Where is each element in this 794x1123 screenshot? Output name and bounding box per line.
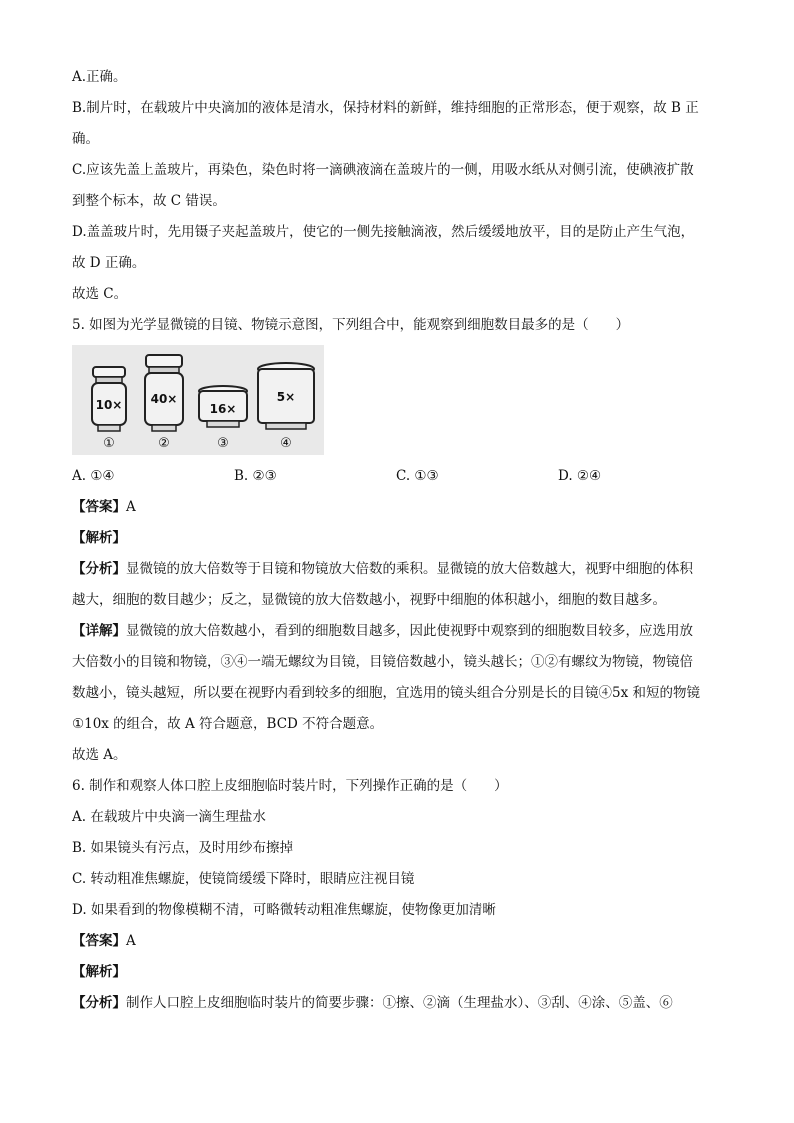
option-a: A. ①④ xyxy=(72,468,115,484)
xiangjie-text: 显微镜的放大倍数越小，看到的细胞数目越多，因此使视野中观察到的细胞数目较多，应选用放 xyxy=(126,623,693,639)
q5-xiangjie-1 xyxy=(72,616,732,647)
lens-3-number: ③ xyxy=(217,436,229,451)
option-d: D. ②④ xyxy=(558,468,602,484)
fenxi-tag: 【分析】 xyxy=(72,995,126,1011)
question-5: 5. 如图为光学显微镜的目镜、物镜示意图，下列组合中，能观察到细胞数目最多的是（ ） xyxy=(72,317,630,333)
text-line: D.盖盖玻片时，先用镊子夹起盖玻片，使它的一侧先接触滴液，然后缓缓地放平，目的是防止产生气泡， xyxy=(72,224,695,240)
q5-conclusion: 故选 A。 xyxy=(72,747,127,763)
text-line: A.正确。 xyxy=(72,69,127,85)
q5-answer xyxy=(72,492,732,523)
q5-xiangjie-3: 数越小，镜头越短，所以要在视野内看到较多的细胞，宜选用的镜头组合分别是长的目镜④5x 和短的物镜 xyxy=(72,685,700,701)
text-line: 故选 C。 xyxy=(72,286,128,302)
lens-4 xyxy=(258,363,314,451)
lens-3 xyxy=(199,386,247,451)
lens-1-number: ① xyxy=(103,436,115,451)
fenxi-text: 制作人口腔上皮细胞临时装片的简要步骤：①擦、②滴（生理盐水）、③刮、④涂、⑤盖、⑥ xyxy=(126,995,673,1011)
text-line: 到整个标本，故 C 错误。 xyxy=(72,193,226,209)
text-line: B.制片时，在载玻片中央滴加的液体是清水，保持材料的新鲜，维持细胞的正常形态，便于观察，故 B 正 xyxy=(72,100,699,116)
question-6: 6. 制作和观察人体口腔上皮细胞临时装片时，下列操作正确的是（ ） xyxy=(72,778,508,794)
analysis-tag: 【解析】 xyxy=(72,530,126,546)
q6-option-b: B. 如果镜头有污点，及时用纱布擦掉 xyxy=(72,840,294,856)
answer-tag: 【答案】 xyxy=(72,933,126,949)
answer-value: A xyxy=(126,499,136,515)
q6-analysis-tag xyxy=(72,957,732,988)
lens-diagram xyxy=(72,345,324,455)
q5-analysis-tag xyxy=(72,523,732,554)
q5-xiangjie-2: 大倍数小的目镜和物镜，③④一端无螺纹为目镜，目镜倍数越小，镜头越长；①②有螺纹为物镜，物镜倍 xyxy=(72,654,693,670)
answer-tag: 【答案】 xyxy=(72,499,126,515)
q5-options xyxy=(72,461,732,492)
q6-fenxi xyxy=(72,988,732,1019)
q6-option-d: D. 如果看到的物像模糊不清，可略微转动粗准焦螺旋，使物像更加清晰 xyxy=(72,902,496,918)
lens-2-label: 40× xyxy=(150,392,178,406)
q5-xiangjie-4: ①10x 的组合，故 A 符合题意，BCD 不符合题意。 xyxy=(72,716,384,732)
lens-1-label: 10× xyxy=(95,398,123,412)
xiangjie-tag: 【详解】 xyxy=(72,623,126,639)
lens-1 xyxy=(92,367,126,451)
q6-option-a: A. 在载玻片中央滴一滴生理盐水 xyxy=(72,809,266,825)
option-c: C. ①③ xyxy=(396,468,439,484)
lens-4-label: 5× xyxy=(276,390,296,404)
q6-option-c: C. 转动粗准焦螺旋，使镜筒缓缓下降时，眼睛应注视目镜 xyxy=(72,871,415,887)
text-line: 确。 xyxy=(72,131,99,147)
document-page xyxy=(72,62,732,1019)
option-b: B. ②③ xyxy=(234,468,277,484)
q5-fenxi-1 xyxy=(72,554,732,585)
lens-3-label: 16× xyxy=(209,402,237,416)
q6-answer xyxy=(72,926,732,957)
text-line: 故 D 正确。 xyxy=(72,255,146,271)
fenxi-tag: 【分析】 xyxy=(72,561,126,577)
lens-4-number: ④ xyxy=(280,436,292,451)
analysis-tag: 【解析】 xyxy=(72,964,126,980)
lens-2 xyxy=(145,355,183,451)
q5-fenxi-2: 越大，细胞的数目越少；反之，显微镜的放大倍数越小，视野中细胞的体积越小，细胞的数目越多。 xyxy=(72,592,666,608)
fenxi-text: 显微镜的放大倍数等于目镜和物镜放大倍数的乘积。显微镜的放大倍数越大，视野中细胞的体积 xyxy=(126,561,693,577)
text-line: C.应该先盖上盖玻片，再染色，染色时将一滴碘液滴在盖玻片的一侧，用吸水纸从对侧引流，使碘液扩散 xyxy=(72,162,694,178)
lens-figure xyxy=(72,345,324,455)
lens-2-number: ② xyxy=(158,436,170,451)
answer-value: A xyxy=(126,933,136,949)
